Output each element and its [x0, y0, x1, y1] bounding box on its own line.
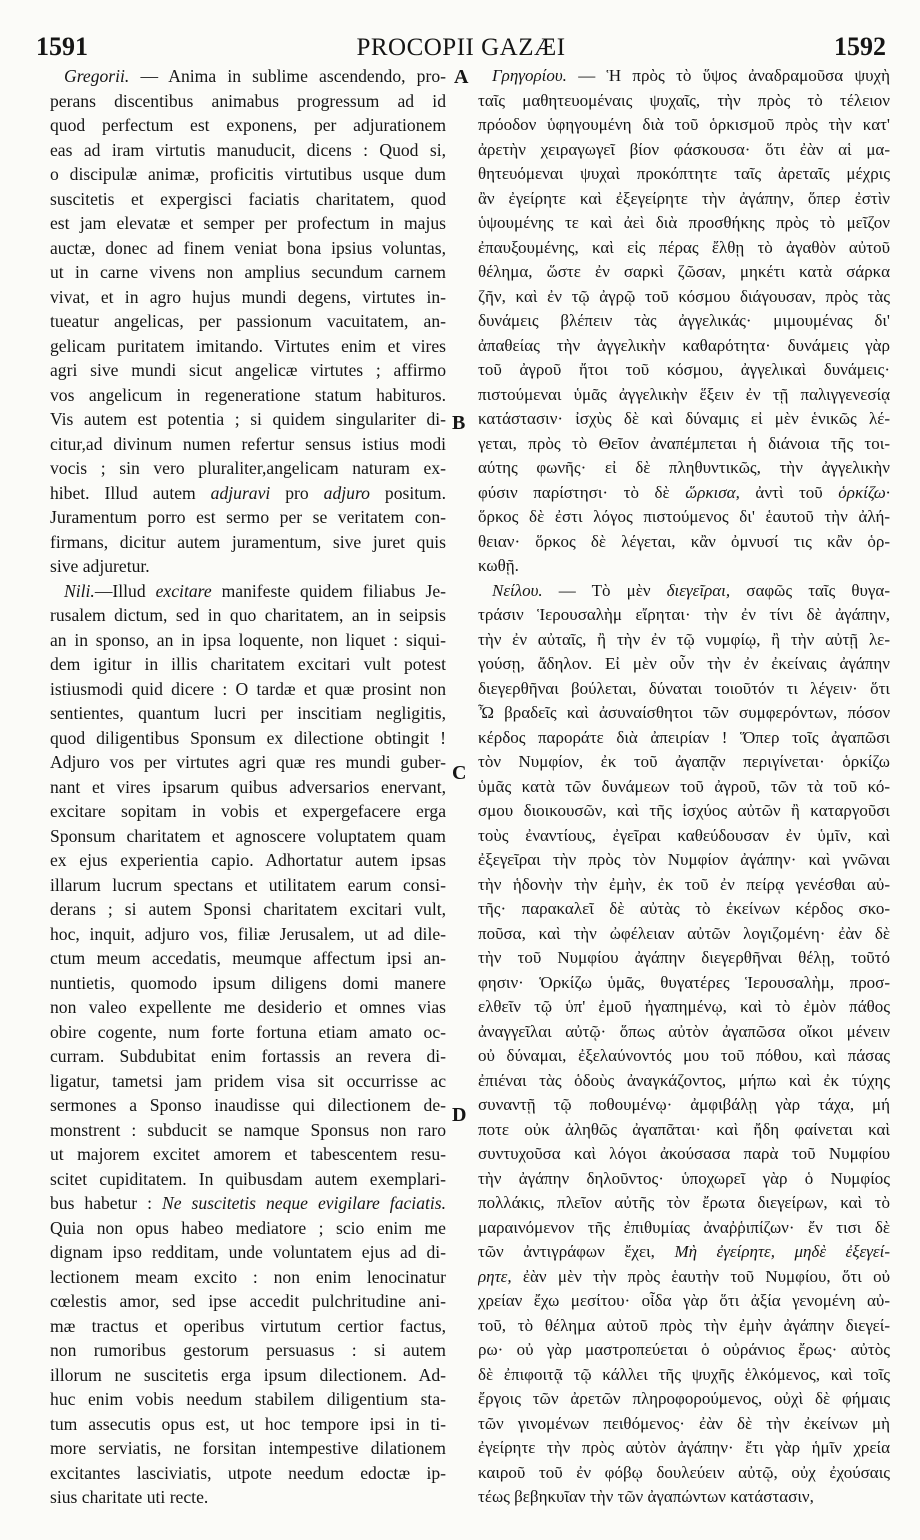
text-segment: — Ἡ πρὸς τὸ ὕψος ἀναδραμοῦσα ψυχὴ	[566, 66, 890, 85]
text-segment: ἐπιέναι τὰς ὁδοὺς ἀναγκάζοντος, μήπω καὶ ἐκ τύχης	[478, 1070, 890, 1090]
greek-text-line	[478, 946, 890, 971]
greek-text-line	[478, 1240, 890, 1265]
text-segment: φησιν· Ὁρκίζω ὑμᾶς, θυγατέρες Ἱερουσαλὴμ, προσ-	[478, 972, 890, 992]
greek-text-line	[478, 701, 890, 726]
text-segment: excitare	[155, 580, 212, 601]
text-segment: scitet cupiditatem. In quibusdam autem exemplari-	[50, 1168, 446, 1189]
greek-text-line	[478, 1485, 890, 1510]
text-segment: derans ; si autem Sponsi charitatem excitari vult,	[50, 899, 446, 919]
text-segment: γούσῃ, ἄδηλον. Εἰ μὲν οὖν τὴν ἐν ἐκείναις ἀγάπην	[478, 654, 890, 673]
text-segment: pro	[270, 482, 324, 503]
text-segment: πρόοδον ὑφηγουμένη διὰ τοῦ ὁρκισμοῦ πρὸς τὴν κατ'	[478, 115, 890, 134]
text-segment: positum.	[369, 482, 446, 503]
greek-text-line	[478, 873, 890, 898]
latin-text-line	[50, 677, 446, 702]
text-segment: τράσιν Ἱερουσαλὴμ εἴρηται· τὴν ἐν τίνι δὲ ἀγάπην,	[478, 605, 890, 624]
latin-text-line	[50, 554, 446, 579]
text-segment: dignam ipso redditam, unde voluntatem ejus ad di-	[50, 1242, 446, 1262]
text-segment: lectionem meam excito : non enim lenocinatur	[50, 1266, 446, 1287]
text-segment: sive adjuretur.	[50, 556, 150, 576]
text-segment: — Anima in sublime ascendendo, pro-	[129, 66, 446, 86]
text-segment: φύσιν παρίστησι· τὸ δὲ	[478, 482, 686, 502]
text-segment: agri sive mundi sicut angelicæ virtutes ; affirmo	[50, 360, 446, 380]
greek-text-line	[478, 334, 890, 359]
text-segment: manifeste quidem filiabus Je-	[211, 580, 446, 601]
latin-text-line	[50, 1093, 446, 1118]
latin-text-line	[50, 579, 446, 604]
text-segment: χρείαν ἔχω μεσίτου· οἶδα γὰρ ὅτι ἀξία γενομένη αὐ-	[478, 1291, 890, 1310]
greek-text-line	[478, 1289, 890, 1314]
text-segment: ut in carne vivens non amplius secundum carnem	[50, 262, 446, 282]
text-segment: σαφῶς ταῖς θυγα-	[730, 580, 890, 600]
latin-text-line	[50, 1044, 446, 1069]
text-segment: μαραινόμενον τῆς ἐπιθυμίας ἀναῤῥιπίζων· ἔν τισι δὲ	[478, 1217, 890, 1237]
greek-text-line	[478, 1436, 890, 1461]
text-segment: adjuro	[323, 482, 370, 503]
greek-text-line	[478, 383, 890, 408]
latin-text-line	[50, 1461, 446, 1486]
text-segment: ἀπαθείας τὴν ἀγγελικὴν καθαρότητα· δυνάμεις γὰρ	[478, 335, 890, 355]
latin-text-line	[50, 1265, 446, 1290]
latin-text-line	[50, 1240, 446, 1265]
section-marker-d: D	[452, 1104, 467, 1126]
text-segment: Adjuro vos per virtutes agri quæ res mundi guber-	[50, 752, 446, 772]
text-segment: cœlestis amor, sed ipse accedit pulchritudine ani-	[50, 1291, 446, 1311]
latin-text-line	[50, 1020, 446, 1045]
text-segment: vivat, et in agro hujus mundi degens, virtutes in-	[50, 286, 446, 307]
text-segment: τὴν ἡδονὴν τὴν ἐμὴν, ἐκ τοῦ ἐν πείρᾳ γενέσθαι αὐ-	[478, 874, 890, 894]
greek-text-line	[478, 799, 890, 824]
greek-text-line	[478, 211, 890, 236]
latin-text-line	[50, 971, 446, 996]
latin-text-line	[50, 1289, 446, 1314]
text-segment: tum assecutis opus est, ut hoc tempore ipsi in ti-	[50, 1413, 446, 1434]
latin-text-line	[50, 1167, 446, 1192]
running-title: PROCOPII GAZÆI	[356, 34, 566, 61]
text-segment: perans discentibus animabus progressum ad id	[50, 90, 446, 111]
text-segment: αύτης φωνῆς· εἰ δὲ πληθυντικῶς, τὴν ἀγγελικὴν	[478, 458, 890, 477]
greek-text-line	[478, 187, 890, 212]
latin-text-line	[50, 1363, 446, 1388]
latin-text-line	[50, 260, 446, 285]
text-segment: κατάστασιν· ἰσχὺς δὲ καὶ δύναμις εἰ μὲν ἑνικῶς λέ-	[478, 409, 890, 428]
greek-text-line	[478, 1118, 890, 1143]
text-segment: more serviatis, ne forsitan intempestive dilationem	[50, 1438, 446, 1458]
latin-text-line	[50, 628, 446, 653]
latin-text-line	[50, 1069, 446, 1094]
text-segment: sius charitate uti recte.	[50, 1487, 209, 1507]
text-segment: κωθῇ.	[478, 556, 519, 575]
latin-text-line	[50, 824, 446, 849]
text-segment: συντυχοῦσα καὶ λόγοι ἀκούσασα παρὰ τοῦ Νυμφίου	[478, 1144, 890, 1163]
latin-text-line	[50, 1118, 446, 1143]
text-segment: πιστούμεναι ὑμᾶς ἀγγελικὴν ἕξειν ἐν τῇ παλιγγενεσίᾳ	[478, 384, 890, 404]
text-segment: Nili.	[64, 580, 95, 601]
latin-text-line	[50, 358, 446, 383]
text-segment: ρω· οὐ γὰρ μαστροπεύεται ὁ οὐράνιος ἔρως· αὐτὸς	[478, 1340, 890, 1359]
text-segment: δὲ ἐπιφοιτᾷ τῷ κάλλει τῆς ψυχῆς ἑλκόμενος, καὶ τοῖς	[478, 1364, 890, 1384]
text-segment: τὴν ἀγάπην δηλοῦντος· ὑποχωρεῖ γὰρ ὁ Νυμφίος	[478, 1168, 890, 1188]
text-segment: tueatur angelicas, per passionum vacuitatem, an-	[50, 311, 446, 331]
text-segment: ποτε οὐκ ἀληθῶς ἀγαπᾶται· καὶ ἤδη φαίνεται καὶ	[478, 1119, 890, 1139]
latin-text-line	[50, 1216, 446, 1241]
latin-text-line	[50, 1338, 446, 1363]
text-segment: θειαν· ὅρκος δὲ λέγεται, κἂν ὀμνυσί τις κἂν ὁρ-	[478, 531, 890, 551]
text-segment: ἔργοις τῶν ἀρετῶν πληροφορούμενος, οὐχὶ δὲ φήμαις	[478, 1389, 890, 1408]
text-segment: dem igitur in illis charitatem excitari vult potest	[50, 654, 446, 674]
text-segment: Ὦ βραδεῖς καὶ ἀσυναίσθητοι τῶν συμφερόντων, πόσον	[478, 703, 890, 722]
greek-text-line	[478, 285, 890, 310]
greek-text-line	[478, 824, 890, 849]
text-segment: sentientes, quantum lucri per inscitiam negligitis,	[50, 703, 446, 723]
text-segment: istiusmodi quid dicere : O tardæ et quæ prosint non	[50, 678, 446, 699]
text-segment: eas ad iram virtutis manuducit, dicens : Quod si,	[50, 139, 446, 160]
text-segment: θητευόμεναι ψυχαὶ προκόπτητε ταῖς ἀρεταῖς μέχρις	[478, 164, 890, 183]
text-segment: γεται, πρὸς τὸ Θεῖον ἀναπέμπεται ἡ διάνοια τῆς τοι-	[478, 433, 890, 453]
greek-text-line	[478, 89, 890, 114]
text-segment: Ne suscitetis neque evigilare faciatis.	[162, 1193, 446, 1213]
latin-text-line	[50, 1142, 446, 1167]
text-segment: non rumoribus gestorum persuasus : si autem	[50, 1340, 446, 1360]
text-segment: Juramentum porro est sermo per se veritatem con-	[50, 507, 446, 527]
text-segment: illorum ne suscitetis erga ipsum dilectionem. Ad-	[50, 1364, 446, 1385]
latin-text-line	[50, 1436, 446, 1461]
text-segment: ἐξεγεῖραι τὴν πρὸς τὸν Νυμφίον ἀγάπην· καὶ γνῶναι	[478, 850, 890, 869]
greek-text-line	[478, 677, 890, 702]
text-segment: an in sponso, an in ipsa loquente, non liquet : siqui-	[50, 629, 446, 650]
text-segment: τοῦ, τὸ θέλημα αὐτοῦ πρὸς τὴν ἐμὴν ἀγάπην διεγεί-	[478, 1315, 890, 1335]
greek-text-line	[478, 1044, 890, 1069]
text-segment: ἐὰν μὲν τὴν πρὸς ἑαυτὴν τοῦ Νυμφίου, ὅτι οὐ	[511, 1266, 890, 1286]
text-segment: θέλημα, ὥστε ἐν σαρκὶ ζῶσαν, μηκέτι κατὰ σάρκα	[478, 262, 890, 281]
text-segment: ποῦσα, καὶ τὴν ὠφέλειαν αὐτῶν λογιζομένη· ἐὰν δὲ	[478, 923, 890, 943]
text-segment: ἂν ἐγείρητε καὶ ἐξεγείρητε τὴν ἀγάπην, ὅπερ ἐστὶν	[478, 188, 890, 208]
latin-text-line	[50, 995, 446, 1020]
latin-text-line	[50, 922, 446, 947]
text-segment: ὅρκος δὲ ἐστι λόγος πιστούμενος δι' ἑαυτοῦ τὴν ἀλή-	[478, 507, 890, 526]
latin-text-line	[50, 89, 446, 114]
latin-text-line	[50, 775, 446, 800]
text-segment: Quia non opus habeo mediatore ; scio enim me	[50, 1217, 446, 1238]
greek-text-line	[478, 1167, 890, 1192]
text-segment: ctum meum accedatis, meumque affectum ipsi an-	[50, 948, 446, 968]
text-segment: ρητε,	[478, 1266, 512, 1286]
text-segment: illarum lucrum spectans et utilitatem earum consi-	[50, 874, 446, 895]
page-header	[36, 32, 886, 62]
text-segment: δυνάμεις βλέπειν τὰς ἀγγελικάς· μιμουμένας δι'	[478, 311, 890, 330]
latin-text-line	[50, 505, 446, 530]
greek-text-line	[478, 260, 890, 285]
text-segment: τῶν γινομένων πειθόμενος· ἐὰν δὲ τὴν ἐκείνων μὴ	[478, 1413, 890, 1433]
text-segment: citur,ad divinum numen refertur sensus istius modi	[50, 433, 446, 454]
section-marker-b: B	[452, 412, 466, 434]
text-segment: κέρδος παροράτε διὰ ἀπειρίαν ! Ὅπερ τοῖς ἀγαπῶσι	[478, 727, 890, 747]
text-segment: sermones a Sponso inaudisse qui dilectionem de-	[50, 1095, 446, 1115]
greek-text-line	[478, 628, 890, 653]
latin-column	[50, 64, 446, 1510]
greek-text-line	[478, 1461, 890, 1486]
latin-text-line	[50, 285, 446, 310]
latin-text-line	[50, 603, 446, 628]
text-segment: ὑμᾶς κατὰ τῶν δυνάμεων τοῦ ἀγροῦ, τῶν τὰ τοῦ κό-	[478, 776, 890, 796]
text-segment: ὥρκισα,	[685, 482, 740, 502]
text-segment: nant et vires ipsarum quibus adversarios enervant,	[50, 776, 446, 797]
text-segment: nuntietis, quomodo ipsum diligens domi manere	[50, 972, 446, 993]
latin-text-line	[50, 897, 446, 922]
greek-text-line	[478, 309, 890, 334]
greek-text-line	[478, 971, 890, 996]
greek-text-line	[478, 530, 890, 555]
text-segment: τῆς· παρακαλεῖ δὲ αὐτὰς τὸ ἐκείνων κέρδος σκο-	[478, 899, 890, 918]
greek-text-line	[478, 138, 890, 163]
text-segment: τὴν ἐν αὐταῖς, ἢ τὴν ἐν τῷ νυμφίῳ, ἢ τὴν αὐτῇ λε-	[478, 629, 890, 649]
greek-text-line	[478, 1314, 890, 1339]
greek-text-line	[478, 579, 890, 604]
text-segment: Νείλου.	[492, 580, 543, 600]
text-segment: ex ejus experientia capio. Adhortatur autem ipsas	[50, 850, 446, 870]
latin-text-line	[50, 652, 446, 677]
latin-text-line	[50, 701, 446, 726]
greek-text-line	[478, 432, 890, 457]
text-segment: bus habetur :	[50, 1193, 162, 1213]
latin-text-line	[50, 946, 446, 971]
text-segment: καιροῦ τοῦ ἐν φόβῳ δουλεύειν αὐτῷ, οὐχ ἐχούσαις	[478, 1462, 890, 1482]
latin-text-line	[50, 236, 446, 261]
text-segment: excitantes lasciviatis, utpote needum edoctæ ip-	[50, 1462, 446, 1483]
greek-text-line	[478, 236, 890, 261]
greek-text-line	[478, 358, 890, 383]
latin-text-line	[50, 432, 446, 457]
latin-text-line	[50, 799, 446, 824]
latin-text-line	[50, 334, 446, 359]
text-segment: —Illud	[94, 580, 156, 601]
text-segment: ἀντὶ τοῦ	[739, 482, 839, 502]
text-segment: Gregorii.	[64, 66, 130, 86]
latin-text-line	[50, 481, 446, 506]
latin-text-line	[50, 456, 446, 481]
latin-text-line	[50, 1191, 446, 1216]
text-segment: est jam elevatæ et semper per profectum in majus	[50, 213, 446, 233]
text-segment: διεγερθῆναι βούλεται, δύναται τοιοῦτόν τι λέγειν· ὅτι	[478, 678, 890, 698]
text-segment: quod diligentibus Sponsum ex dilectione obtingit !	[50, 727, 446, 748]
greek-text-line	[478, 1387, 890, 1412]
text-segment: Μὴ ἐγείρητε, μηδὲ ἐξεγεί-	[674, 1242, 890, 1261]
text-segment: firmans, dicitur autem juramentum, sive juret quis	[50, 531, 446, 552]
text-segment: mæ tractus et operibus virtutum certior factus,	[50, 1315, 446, 1336]
greek-text-line	[478, 162, 890, 187]
greek-text-line	[478, 848, 890, 873]
greek-text-line	[478, 1216, 890, 1241]
latin-text-line	[50, 530, 446, 555]
greek-text-line	[478, 1338, 890, 1363]
text-segment: ὑψουμένης τε καὶ ἀεὶ διὰ προσθήκης πρὸς τὸ μεῖζον	[478, 213, 890, 232]
text-segment: οὐ δύναμαι, ἐξελαύνοντός μου τοῦ πόθου, καὶ πάσας	[478, 1046, 890, 1065]
text-segment: τέως βεβηκυῖαν τὴν τῶν ἀγαπώντων κατάστασιν,	[478, 1487, 814, 1506]
text-segment: ταῖς μαθητευομέναις ψυχαῖς, τὴν πρὸς τὸ τέλειον	[478, 90, 890, 110]
greek-text-line	[478, 113, 890, 138]
text-segment: suscitetis et expergisci faciatis charitatem, quod	[50, 188, 446, 209]
latin-text-line	[50, 848, 446, 873]
greek-text-line	[478, 1265, 890, 1290]
greek-text-line	[478, 407, 890, 432]
latin-text-line	[50, 211, 446, 236]
greek-text-line	[478, 505, 890, 530]
greek-column	[478, 64, 890, 1510]
latin-text-line	[50, 187, 446, 212]
text-segment: obire cogente, num forte fortuna etiam amato oc-	[50, 1021, 446, 1042]
text-segment: Vis autem est potentia ; si quidem singulariter di-	[50, 409, 446, 429]
latin-text-line	[50, 1314, 446, 1339]
text-segment: auctæ, donec ad finem veniat bona ipsius voluntas,	[50, 237, 446, 258]
text-segment: τῶν ἀντιγράφων ἔχει,	[478, 1242, 675, 1261]
text-segment: vocis ; sin vero pluraliter,angelicam naturam ex-	[50, 458, 446, 478]
text-segment: ut majorem excitet amorem et tabescentem resu-	[50, 1144, 446, 1164]
text-segment: Γρηγορίου.	[492, 66, 567, 85]
text-segment: excitare sopitam in vobis et expergefacere erga	[50, 801, 446, 821]
text-segment: τὴν τοῦ Νυμφίου ἀγάπην διεγερθῆναι θέλῃ, τοῦτό	[478, 948, 890, 967]
latin-text-line	[50, 750, 446, 775]
text-segment: adjuravi	[210, 482, 271, 503]
text-segment: curram. Subdubitat enim fortassis an revera di-	[50, 1046, 446, 1066]
greek-text-line	[478, 995, 890, 1020]
text-segment: Sponsum charitatem et agnoscere voluptatem quam	[50, 825, 446, 846]
text-segment: quod perfectum est exponens, per adjurationem	[50, 115, 446, 135]
text-segment: πολλάκις, πλεῖον αὐτῆς τὸν ἔρωτα διεγείρων, καὶ τὸ	[478, 1193, 890, 1212]
latin-text-line	[50, 383, 446, 408]
greek-text-line	[478, 897, 890, 922]
latin-text-line	[50, 407, 446, 432]
text-segment: o discipulæ animæ, proficitis virtutibus usque dum	[50, 164, 446, 184]
latin-text-line	[50, 726, 446, 751]
text-segment: σμου διοικουσῶν, καὶ τῆς ἰσχύος αὐτῶν ἢ καταργοῦσι	[478, 801, 890, 820]
text-segment: gelicam puritatem imitando. Virtutes enim et vires	[50, 335, 446, 356]
latin-text-line	[50, 113, 446, 138]
latin-text-line	[50, 873, 446, 898]
text-segment: ἀρετὴν χειραγωγεῖ βίον φάσκουσα· ὅτι ἐὰν αἱ μα-	[478, 139, 890, 159]
text-segment: vos angelicum in regeneratione statum habituros.	[50, 384, 446, 405]
text-segment: non valeo expellente me desiderio et omnes vias	[50, 997, 446, 1017]
text-segment: διεγεῖραι,	[666, 580, 731, 600]
greek-text-line	[478, 1020, 890, 1045]
text-segment: rusalem dictum, sed in quo charitatem, an in seipsis	[50, 605, 446, 625]
greek-text-line	[478, 1069, 890, 1094]
text-segment: τὸν Νυμφίον, ἐκ τοῦ ἀγαπᾷν περιγίνεται· ὁρκίζω	[478, 752, 890, 771]
text-segment: ελθεῖν τῷ ὑπ' ἐμοῦ ἠγαπημένῳ, καὶ τὸ ἐμὸν πάθος	[478, 997, 890, 1016]
text-segment: ὁρκίζω·	[838, 482, 890, 502]
text-segment: ἐγείρητε τὴν πρὸς αὐτὸν ἀγάπην· ἔτι γὰρ ἡμῖν χρεία	[478, 1438, 890, 1457]
greek-text-line	[478, 64, 890, 89]
greek-text-line	[478, 1363, 890, 1388]
greek-text-line	[478, 775, 890, 800]
latin-text-line	[50, 1387, 446, 1412]
text-segment: huc enim vobis needum stabilem diligentium sta-	[50, 1389, 446, 1409]
greek-text-line	[478, 1191, 890, 1216]
page-number-left: 1591	[36, 32, 88, 61]
section-marker-c: C	[452, 762, 467, 784]
text-segment: — Τὸ μὲν	[542, 580, 667, 600]
text-segment: ligatur, tametsi jam pridem visa sit occurrisse ac	[50, 1070, 446, 1091]
latin-text-line	[50, 1412, 446, 1437]
latin-text-line	[50, 309, 446, 334]
greek-text-line	[478, 1412, 890, 1437]
text-segment: hoc, inquit, adjuro vos, filiæ Jerusalem, ut ad dile-	[50, 923, 446, 944]
section-marker-a: A	[454, 66, 469, 88]
text-segment: ἐπαυξουμένης, καὶ εἰς πέρας ἔλθῃ τὸ ἀγαθὸν αὐτοῦ	[478, 237, 890, 257]
text-segment: τοὺς ἐναντίους, ἐγεῖραι καθεύδουσαν ἐν ὑμῖν, καὶ	[478, 825, 890, 845]
greek-text-line	[478, 1093, 890, 1118]
greek-text-line	[478, 603, 890, 628]
latin-text-line	[50, 162, 446, 187]
greek-text-line	[478, 1142, 890, 1167]
greek-text-line	[478, 922, 890, 947]
latin-text-line	[50, 64, 446, 89]
greek-text-line	[478, 554, 890, 579]
text-segment: ἀναγγεῖλαι αὐτῷ· ὅπως αὐτὸν ἀγαπῶσα οἴκοι μένειν	[478, 1021, 890, 1041]
latin-text-line	[50, 138, 446, 163]
text-segment: συναντῇ τῷ ποθουμένῳ· ἀμφιβάλῃ γὰρ τάχα, μή	[478, 1095, 890, 1114]
text-segment: monstrent : subducit se namque Sponsus non raro	[50, 1119, 446, 1140]
greek-text-line	[478, 652, 890, 677]
greek-text-line	[478, 456, 890, 481]
text-segment: ζῆν, καὶ ἐν τῷ ἀγρῷ τοῦ κόσμου διάγουσαν, πρὸς τὰς	[478, 286, 890, 306]
text-segment: τοῦ ἀγροῦ ἤτοι τοῦ κόσμου, ἀγγελικαὶ δυνάμεις·	[478, 360, 890, 379]
page-number-right: 1592	[834, 32, 886, 61]
text-segment: hibet. Illud autem	[50, 482, 211, 503]
latin-text-line	[50, 1485, 446, 1510]
greek-text-line	[478, 726, 890, 751]
greek-text-line	[478, 481, 890, 506]
greek-text-line	[478, 750, 890, 775]
